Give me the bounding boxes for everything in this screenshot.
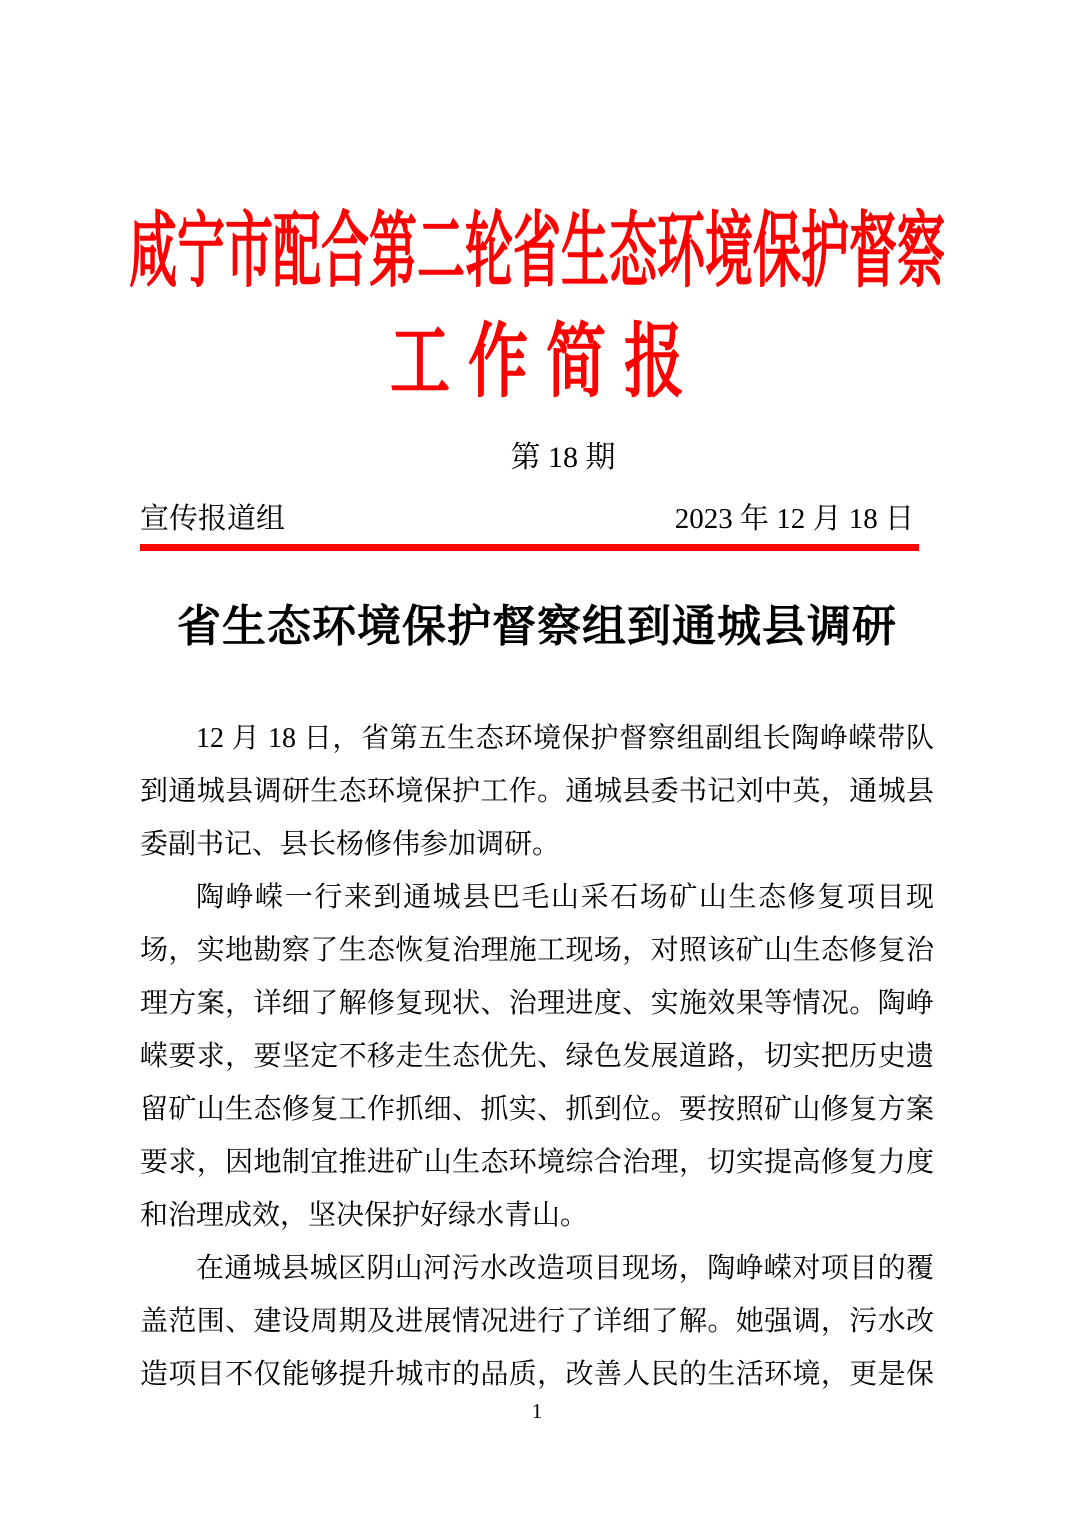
masthead-meta-row <box>140 501 914 538</box>
article-body <box>140 712 934 1401</box>
body-text-line: 盖范围、建设周期及进展情况进行了详细了解。她强调，污水改 <box>140 1306 934 1337</box>
article-title: 省生态环境保护督察组到通城县调研 <box>177 602 897 651</box>
body-text-line: 在通城县城区阴山河污水改造项目现场，陶峥嵘对项目的覆 <box>196 1253 934 1284</box>
bulletin-title-line1: 咸宁市配合第二轮省生态环境保护督察 <box>128 206 945 298</box>
body-text-line: 留矿山生态修复工作抓细、抓实、抓到位。要按照矿山修复方案 <box>140 1094 934 1125</box>
issuer-label: 宣传报道组 <box>140 503 286 535</box>
body-text-line: 12 月 18 日，省第五生态环境保护督察组副组长陶峥嵘带队 <box>196 723 934 754</box>
body-text-line: 场，实地勘察了生态恢复治理施工现场，对照该矿山生态修复治 <box>140 935 934 966</box>
issue-number: 第 18 期 <box>510 441 616 474</box>
body-text-line: 嵘要求，要坚定不移走生态优先、绿色发展道路，切实把历史遗 <box>140 1041 934 1072</box>
body-text-line: 理方案，详细了解修复现状、治理进度、实施效果等情况。陶峥 <box>140 988 934 1019</box>
body-text-line: 要求，因地制宜推进矿山生态环境综合治理，切实提高修复力度 <box>140 1147 934 1178</box>
masthead-divider-rule <box>140 544 919 551</box>
body-text-line: 到通城县调研生态环境保护工作。通城县委书记刘中英，通城县 <box>140 776 934 807</box>
body-text-line: 陶峥嵘一行来到通城县巴毛山采石场矿山生态修复项目现 <box>196 882 934 913</box>
body-text-line: 和治理成效，坚决保护好绿水青山。 <box>140 1200 589 1231</box>
body-text-line: 造项目不仅能够提升城市的品质，改善人民的生活环境，更是保 <box>140 1359 934 1390</box>
page-number: 1 <box>531 1399 543 1423</box>
issue-date: 2023 年 12 月 18 日 <box>674 503 914 535</box>
bulletin-title-line2: 工作简报 <box>390 317 702 408</box>
body-text-line: 委副书记、县长杨修伟参加调研。 <box>140 829 561 860</box>
